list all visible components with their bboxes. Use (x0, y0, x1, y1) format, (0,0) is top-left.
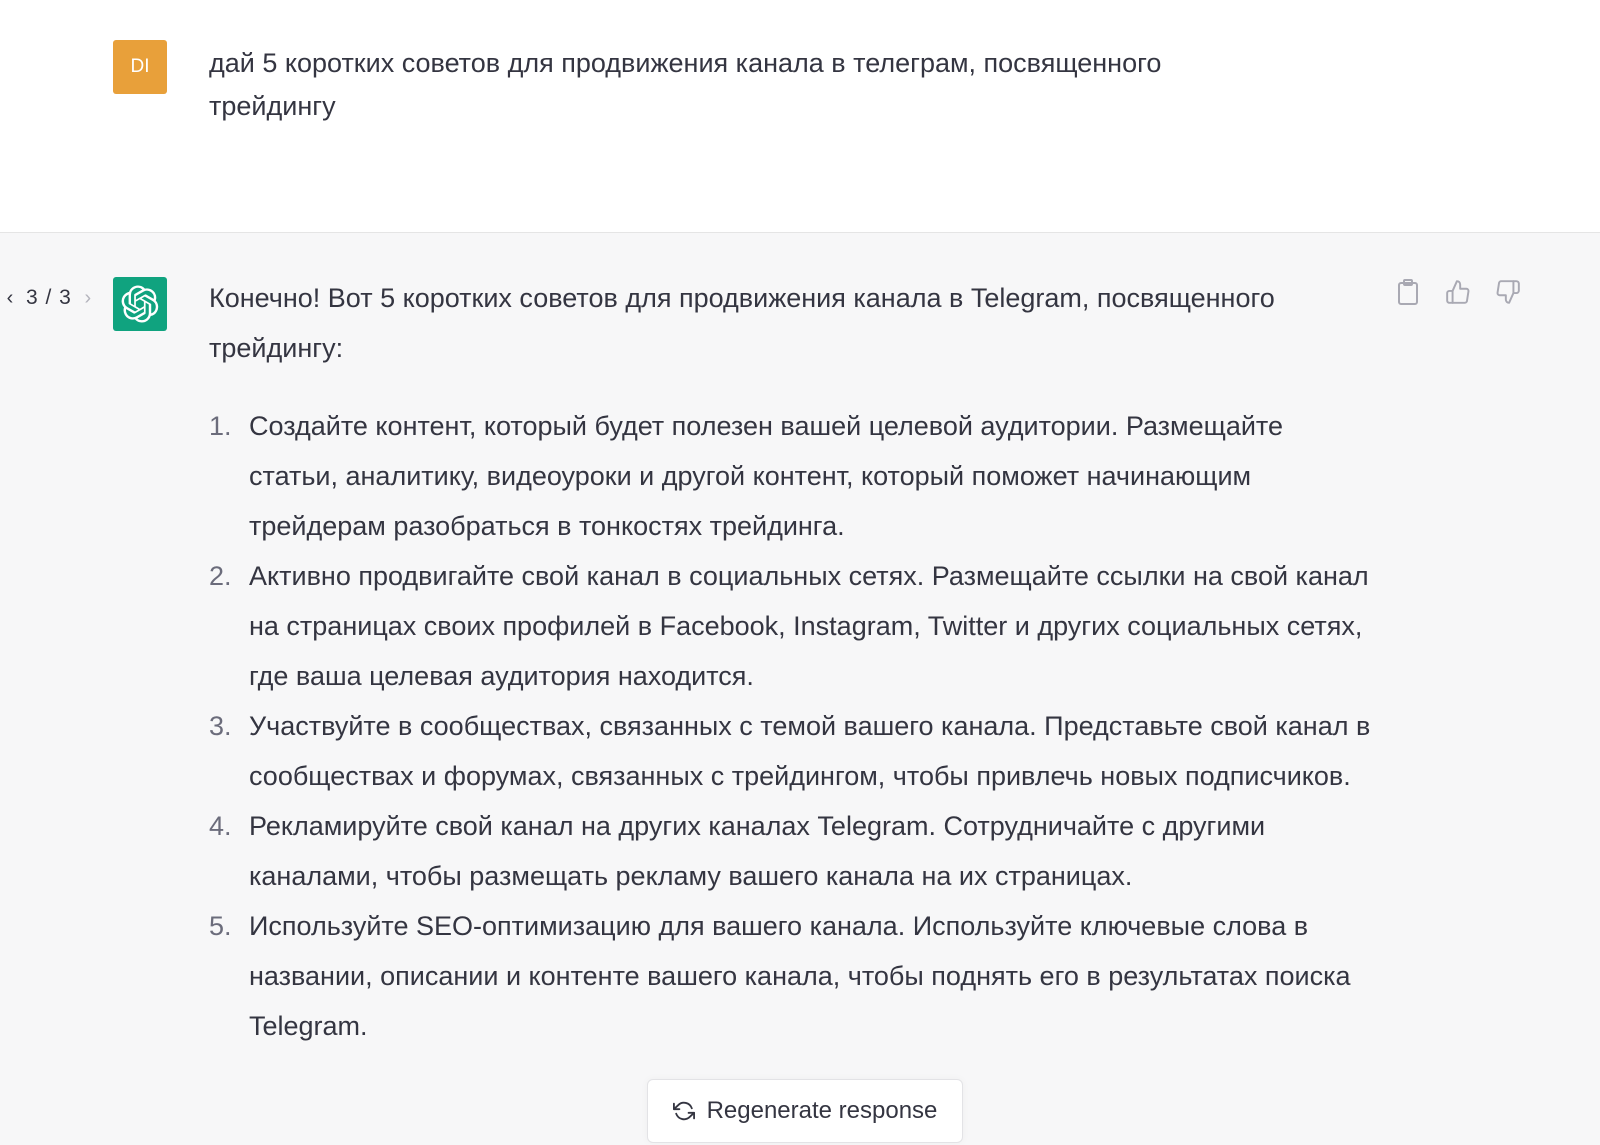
response-count: 3 / 3 (26, 286, 72, 309)
list-item (209, 401, 1379, 551)
list-item-number: 1. (209, 411, 232, 441)
list-item-text: Рекламируйте свой канал на других каналах Telegram. Сотрудничайте с другими каналами, чтобы размещать рекламу вашего канала на их страницах. (249, 811, 1266, 891)
user-message (0, 0, 1600, 233)
user-avatar: DI (113, 40, 167, 94)
list-item-number: 3. (209, 711, 232, 741)
list-item-text: Участвуйте в сообществах, связанных с темой вашего канала. Представьте свой канал в сообществах и форумах, связанных с трейдингом, чтобы привлечь новых подписчиков. (249, 711, 1371, 791)
list-item-text: Используйте SEO-оптимизацию для вашего канала. Используйте ключевые слова в названии, описании и контенте вашего канала, чтобы поднять его в результатах поиска Telegram. (249, 911, 1351, 1041)
assistant-response (209, 273, 1379, 1051)
thumbs-down-icon[interactable] (1495, 277, 1521, 307)
list-item (209, 551, 1379, 701)
response-intro: Конечно! Вот 5 коротких советов для продвижения канала в Telegram, посвященного трейдингу: (209, 283, 1275, 363)
list-item-number: 4. (209, 811, 232, 841)
message-actions (1395, 277, 1521, 307)
list-item-number: 5. (209, 911, 232, 941)
openai-logo-icon (113, 277, 167, 331)
list-item-number: 2. (209, 561, 232, 591)
response-pager (0, 283, 98, 313)
regenerate-label: Regenerate response (706, 1097, 938, 1124)
list-item-text: Создайте контент, который будет полезен вашей целевой аудитории. Размещайте статьи, аналитику, видеоуроки и другой контент, который поможет начинающим трейдерам разобраться в тонкостях трейдинга. (249, 411, 1284, 541)
user-message-text: дай 5 коротких советов для продвижения канала в телеграм, посвященного трейдингу (209, 48, 1162, 121)
list-item-text: Активно продвигайте свой канал в социальных сетях. Размещайте ссылки на свой канал на страницах своих профилей в Facebook, Instagram, Twitter и других социальных сетях, где ваша целевая аудитория находится. (249, 561, 1369, 691)
list-item (209, 701, 1379, 801)
refresh-icon (673, 1100, 695, 1122)
chevron-right-icon[interactable]: › (84, 287, 92, 309)
list-item (209, 801, 1379, 901)
assistant-message (0, 233, 1600, 1145)
regenerate-response-button[interactable] (647, 1079, 963, 1143)
clipboard-icon[interactable] (1395, 277, 1421, 307)
list-item (209, 901, 1379, 1051)
chevron-left-icon[interactable]: ‹ (6, 287, 14, 309)
tips-list (209, 401, 1379, 1051)
thumbs-up-icon[interactable] (1445, 277, 1471, 307)
